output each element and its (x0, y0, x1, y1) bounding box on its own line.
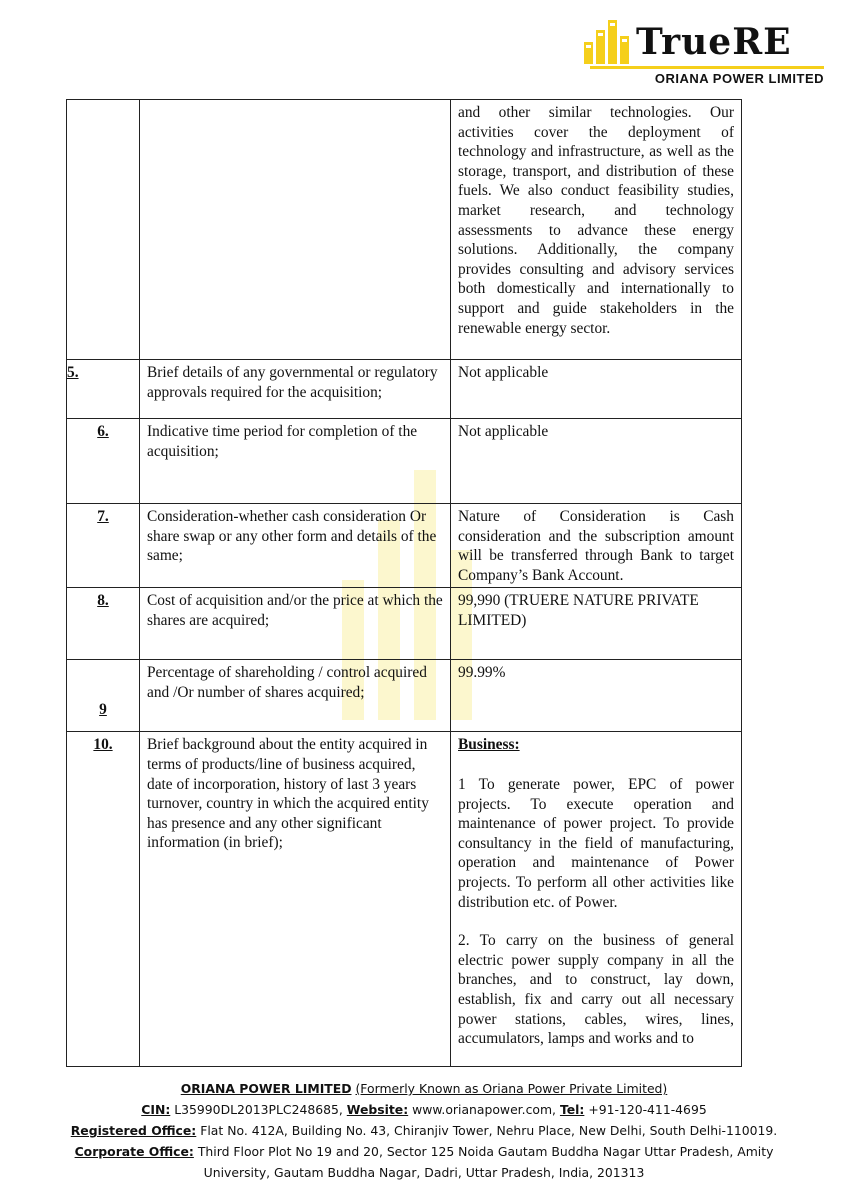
row-number: 5. (67, 360, 140, 419)
footer-corporate-line-2: University, Gautam Buddha Nagar, Dadri, Uttar Pradesh, India, 201313 (203, 1165, 645, 1180)
row-question: Indicative time period for completion of the acquisition; (140, 419, 451, 504)
row-question: Brief background about the entity acquired in terms of products/line of business acquired, date of incorporation, history of last 3 years turnover, country in which the acquired entity has presence and any other significant information (in brief); (140, 732, 451, 1067)
footer-website-label: Website: (346, 1102, 409, 1117)
footer-company-line (0, 1078, 848, 1099)
row-question: Brief details of any governmental or regulatory approvals required for the acquisition; (140, 360, 451, 419)
row-number-cell (67, 100, 140, 360)
row-answer: 99.99% (451, 660, 742, 732)
row-question-cell (140, 100, 451, 360)
footer-corporate-value-1: Third Floor Plot No 19 and 20, Sector 125 Noida Gautam Buddha Nagar Uttar Pradesh, Amity (197, 1144, 774, 1159)
business-paragraph-2: 2. To carry on the business of general electric power supply company in all the branches, and to construct, lay down, establish, fix and carry out all necessary power stations, cables, wires, lines, accumulators, lamps and works and to (458, 932, 734, 1048)
row-answer: Not applicable (451, 360, 742, 419)
row-answer-cell: and other similar technologies. Our activities cover the deployment of technology and infrastructure, as well as the storage, transport, and distribution of these fuels. We also conduct feasibility studies, market research, and technology assessments to advance these energy solutions. Additionally, the company provides consulting and advisory services both domestically and internationally to support and guide stakeholders in the renewable energy sector. (451, 100, 742, 360)
footer-website-value[interactable]: www.orianapower.com, (412, 1102, 556, 1117)
footer-registered-label: Registered Office: (70, 1123, 197, 1138)
footer-tel-label: Tel: (559, 1102, 585, 1117)
logo-bars-icon (584, 20, 628, 64)
row-number: 6. (67, 419, 140, 504)
business-paragraph-1: 1 To generate power, EPC of power projects. To execute operation and maintenance of power project. To provide consultancy in the field of manufacturing, operation and maintenance of Power projects. To perform all other activities like distribution etc. of Power. (458, 775, 734, 911)
row-answer: Not applicable (451, 419, 742, 504)
footer-corporate-line (0, 1141, 848, 1162)
footer-corporate-label: Corporate Office: (74, 1144, 194, 1159)
row-answer: 99,990 (TRUERE NATURE PRIVATE LIMITED) (451, 588, 742, 660)
row-number: 9 (67, 660, 140, 732)
footer-registered-value: Flat No. 412A, Building No. 43, Chiranjiv Tower, Nehru Place, New Delhi, South Delhi-110019. (200, 1123, 778, 1138)
page-footer (0, 1078, 848, 1183)
logo-rule (590, 66, 824, 69)
table-row (67, 660, 742, 732)
row-number: 10. (67, 732, 140, 1067)
business-label: Business: (458, 736, 520, 754)
footer-tel-value: +91-120-411-4695 (588, 1102, 707, 1117)
footer-contact-line (0, 1099, 848, 1120)
row-answer: Nature of Consideration is Cash consideration and the subscription amount will be transferred through Bank to target Company’s Bank Account. (451, 504, 742, 588)
row-question: Cost of acquisition and/or the price at which the shares are acquired; (140, 588, 451, 660)
company-logo (584, 16, 824, 86)
footer-cin-value: L35990DL2013PLC248685, (174, 1102, 343, 1117)
table-row (67, 360, 742, 419)
disclosure-table (66, 99, 742, 1067)
footer-formerly: (Formerly Known as Oriana Power Private Limited) (355, 1081, 668, 1096)
table-row (67, 100, 742, 360)
table-row (67, 504, 742, 588)
row-answer (451, 732, 742, 1067)
footer-registered-line (0, 1120, 848, 1141)
logo-subtitle: ORIANA POWER LIMITED (654, 71, 824, 86)
table-row (67, 732, 742, 1067)
logo-name: TrueRE (636, 21, 792, 63)
row-number: 7. (67, 504, 140, 588)
footer-cin-label: CIN: (141, 1102, 171, 1117)
row-number: 8. (67, 588, 140, 660)
footer-company-name: ORIANA POWER LIMITED (180, 1081, 352, 1096)
table-row (67, 588, 742, 660)
row-question: Consideration-whether cash consideration Or share swap or any other form and details of the same; (140, 504, 451, 588)
row-question: Percentage of shareholding / control acquired and /Or number of shares acquired; (140, 660, 451, 732)
table-row (67, 419, 742, 504)
